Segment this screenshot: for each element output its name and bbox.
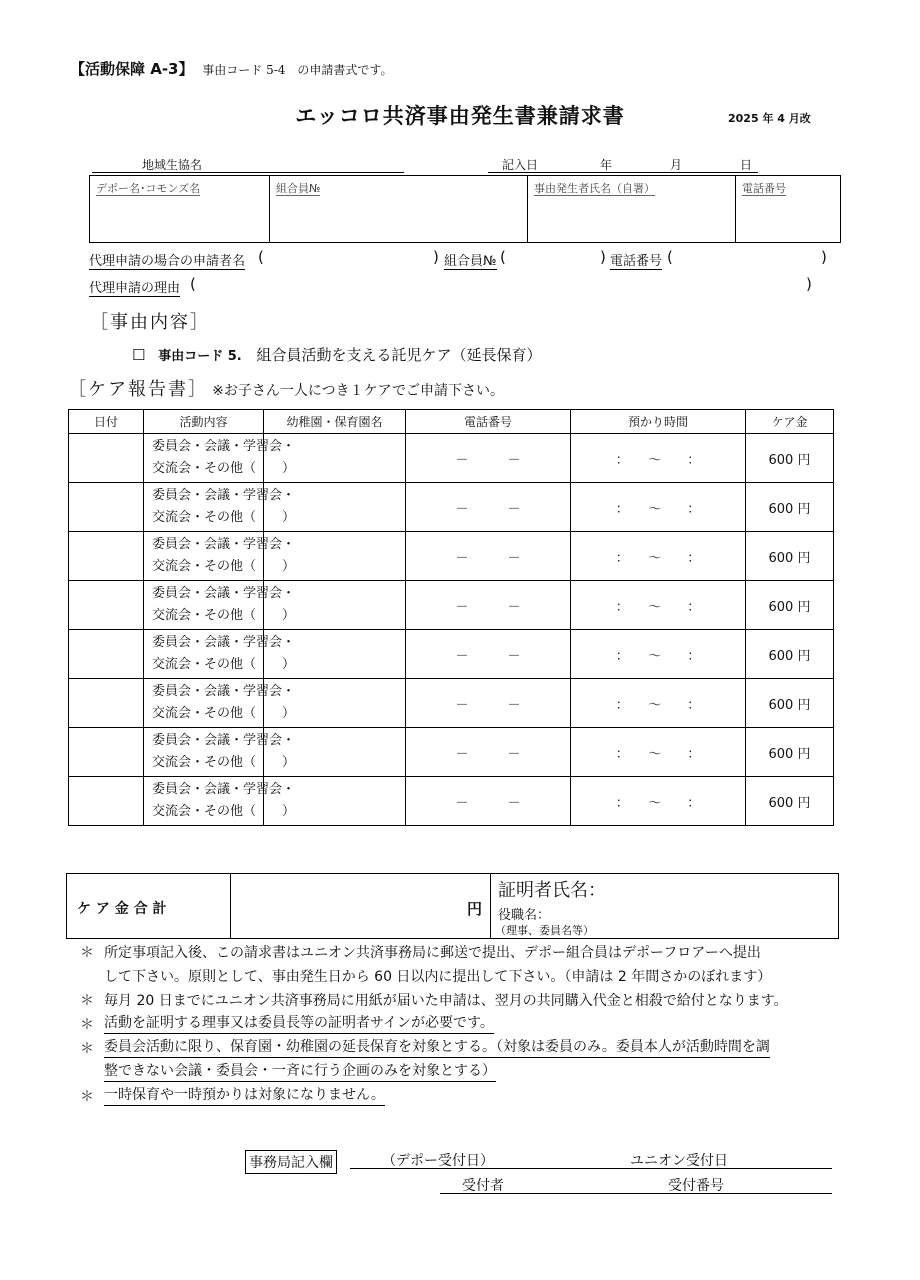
activity-cell[interactable] xyxy=(144,630,296,679)
fee-cell: 600 円 xyxy=(746,532,834,581)
activity-options-line1: 委員会・会議・学習会・ xyxy=(152,439,296,454)
proxy-open-paren-1: ( xyxy=(258,248,264,266)
proxy-applicant-input[interactable] xyxy=(270,250,432,266)
activity-cell[interactable] xyxy=(144,728,296,777)
table-row xyxy=(69,630,834,679)
receipt-number-label: 受付番号 xyxy=(668,1178,724,1194)
time-cell[interactable]: ： ～ ： xyxy=(571,777,746,826)
activity-options-line1: 委員会・会議・学習会・ xyxy=(152,782,296,797)
activity-options-line2: 交流会・その他（ ） xyxy=(152,657,296,672)
activity-cell[interactable] xyxy=(144,581,296,630)
activity-options-line1: 委員会・会議・学習会・ xyxy=(152,684,296,699)
activity-cell[interactable] xyxy=(144,679,296,728)
reason-code-label: 事由コード 5. xyxy=(158,349,242,364)
certifier-position-label: 役職名： xyxy=(498,908,551,923)
reason-code-row xyxy=(132,344,542,365)
activity-options-line1: 委員会・会議・学習会・ xyxy=(152,635,296,650)
table-row xyxy=(69,581,834,630)
col-nursery: 幼稚園・保育園名 xyxy=(264,410,406,434)
phone-cell[interactable]: － － xyxy=(406,679,571,728)
proxy-applicant-row xyxy=(89,250,245,269)
proxy-phone-input[interactable] xyxy=(680,250,820,266)
date-cell[interactable] xyxy=(69,483,144,532)
care-table xyxy=(68,409,834,826)
date-cell[interactable] xyxy=(69,728,144,777)
col-activity: 活動内容 xyxy=(144,410,264,434)
time-cell[interactable]: ： ～ ： xyxy=(571,483,746,532)
activity-options-line2: 交流会・その他（ ） xyxy=(152,706,296,721)
proxy-applicant-label: 代理申請の場合の申請者名 xyxy=(89,254,246,269)
care-report-heading: ［ケア報告書］ xyxy=(68,379,208,400)
proxy-open-paren-2: ( xyxy=(500,248,506,266)
proxy-close-paren-2: ) xyxy=(600,248,606,266)
reason-heading: ［事由内容］ xyxy=(90,312,210,333)
note-star: ＊ xyxy=(80,1017,94,1033)
note-4-line-2: 整できない会議・委員会・一斉に行う企画のみを対象とする） xyxy=(104,1061,496,1082)
care-table-header xyxy=(69,410,834,434)
fee-cell: 600 円 xyxy=(746,679,834,728)
certifier-area[interactable] xyxy=(491,874,838,938)
document-title: エッコロ共済事由発生書兼請求書 xyxy=(295,104,625,128)
activity-options-line1: 委員会・会議・学習会・ xyxy=(152,488,296,503)
activity-options-line1: 委員会・会議・学習会・ xyxy=(152,586,296,601)
proxy-open-paren-3: ( xyxy=(667,248,673,266)
phone-cell[interactable]: － － xyxy=(406,777,571,826)
col-phone: 電話番号 xyxy=(406,410,571,434)
phone-cell[interactable]: － － xyxy=(406,581,571,630)
applicant-name-label: 事由発生者氏名（自署） xyxy=(534,182,655,195)
depot-receipt-date: （デポー受付日） xyxy=(382,1153,494,1169)
proxy-phone-label: 電話番号 xyxy=(610,254,663,269)
phone-cell[interactable]: － － xyxy=(406,728,571,777)
receiver-label: 受付者 xyxy=(462,1178,504,1194)
proxy-member-no-input[interactable] xyxy=(512,250,598,266)
table-row xyxy=(69,434,834,483)
reason-checkbox[interactable]: ☐ xyxy=(132,346,146,364)
time-cell[interactable]: ： ～ ： xyxy=(571,581,746,630)
proxy-reason-label: 代理申請の理由 xyxy=(89,281,181,296)
phone-field[interactable] xyxy=(736,176,840,242)
table-row xyxy=(69,532,834,581)
note-star: ＊ xyxy=(80,1041,94,1057)
activity-options-line2: 交流会・その他（ ） xyxy=(152,461,296,476)
activity-options-line1: 委員会・会議・学習会・ xyxy=(152,537,296,552)
date-cell[interactable] xyxy=(69,434,144,483)
fee-cell: 600 円 xyxy=(746,434,834,483)
activity-options-line2: 交流会・その他（ ） xyxy=(152,804,296,819)
office-use-label: 事務局記入欄 xyxy=(245,1150,337,1174)
phone-cell[interactable]: － － xyxy=(406,483,571,532)
fee-cell: 600 円 xyxy=(746,630,834,679)
col-fee: ケア金 xyxy=(746,410,834,434)
activity-options-line2: 交流会・その他（ ） xyxy=(152,510,296,525)
activity-cell[interactable] xyxy=(144,434,296,483)
activity-options-line2: 交流会・その他（ ） xyxy=(152,608,296,623)
member-no-field[interactable] xyxy=(270,176,528,242)
proxy-member-no-label: 組合員№ xyxy=(444,254,497,269)
care-total-amount[interactable] xyxy=(231,874,491,938)
proxy-reason-close-paren: ) xyxy=(806,275,812,293)
care-total-box xyxy=(66,873,839,939)
fee-cell: 600 円 xyxy=(746,483,834,532)
member-no-label: 組合員№ xyxy=(276,182,321,195)
certifier-position-note: （理事、委員名等） xyxy=(495,924,594,937)
note-3 xyxy=(80,1013,860,1037)
code-note: 事由コード 5-4 の申請書式です。 xyxy=(202,63,393,77)
note-1-line-1: 所定事項記入後、この請求書はユニオン共済事務局に郵送で提出、デポー組合員はデポーフロアーへ提出 xyxy=(104,945,761,961)
care-report-note: ※お子さん一人につき１ケアでご申請下さい。 xyxy=(212,383,505,399)
activity-cell[interactable] xyxy=(144,777,296,826)
date-cell[interactable] xyxy=(69,630,144,679)
entry-date-label: 記入日 xyxy=(502,158,539,172)
time-cell[interactable]: ： ～ ： xyxy=(571,728,746,777)
form-code-tag: 【活動保障 A-3】 xyxy=(70,60,194,78)
applicant-info-box xyxy=(89,175,841,243)
note-star: ＊ xyxy=(80,993,94,1009)
care-report-heading-row xyxy=(68,375,504,401)
col-date: 日付 xyxy=(69,410,144,434)
phone-cell[interactable]: － － xyxy=(406,532,571,581)
note-1-line-2: して下さい。原則として、事由発生日から 60 日以内に提出して下さい。（申請は 2 年間さかのぼれます） xyxy=(104,969,772,985)
activity-options-line2: 交流会・その他（ ） xyxy=(152,559,296,574)
office-date-line[interactable] xyxy=(350,1150,832,1169)
note-3-text: 活動を証明する理事又は委員長等の証明者サインが必要です。 xyxy=(104,1013,494,1034)
col-time: 預かり時間 xyxy=(571,410,746,434)
region-line[interactable] xyxy=(92,156,404,173)
union-receipt-date: ユニオン受付日 xyxy=(630,1153,728,1169)
time-cell[interactable]: ： ～ ： xyxy=(571,679,746,728)
date-cell[interactable] xyxy=(69,532,144,581)
revision-label: 2025 年 4 月改 xyxy=(728,112,811,125)
note-5 xyxy=(80,1085,860,1109)
note-1 xyxy=(80,941,860,989)
form-tag xyxy=(70,58,392,79)
region-label: 地域生協名 xyxy=(142,158,203,172)
entry-date-line[interactable] xyxy=(488,156,758,173)
activity-options-line1: 委員会・会議・学習会・ xyxy=(152,733,296,748)
phone-cell[interactable]: － － xyxy=(406,434,571,483)
time-cell[interactable]: ： ～ ： xyxy=(571,630,746,679)
table-row xyxy=(69,777,834,826)
date-cell[interactable] xyxy=(69,581,144,630)
fee-cell: 600 円 xyxy=(746,581,834,630)
proxy-close-paren-3: ) xyxy=(821,248,827,266)
note-4 xyxy=(80,1037,860,1085)
activity-cell[interactable] xyxy=(144,483,296,532)
phone-cell[interactable]: － － xyxy=(406,630,571,679)
note-5-text: 一時保育や一時預かりは対象になりません。 xyxy=(104,1085,385,1106)
note-2 xyxy=(80,989,860,1013)
note-2-text: 毎月 20 日までにユニオン共済事務局に用紙が届いた申請は、翌月の共同購入代金と相殺で給付となります。 xyxy=(104,993,788,1009)
fee-cell: 600 円 xyxy=(746,777,834,826)
care-total-label: ケ ア 金 合 計 xyxy=(67,874,231,938)
year-label: 年 xyxy=(600,158,613,172)
activity-cell[interactable] xyxy=(144,532,296,581)
office-receiver-line[interactable] xyxy=(440,1175,832,1194)
proxy-close-paren-1: ) xyxy=(433,248,439,266)
certifier-name-label: 証明者氏名： xyxy=(498,880,606,901)
proxy-reason-input[interactable] xyxy=(202,277,802,293)
month-label: 月 xyxy=(670,158,683,172)
day-label: 日 xyxy=(740,158,753,172)
reason-code-text: 組合員活動を支える託児ケア（延長保育） xyxy=(256,346,542,364)
phone-label: 電話番号 xyxy=(742,182,786,195)
note-star: ＊ xyxy=(80,1089,94,1105)
yen-unit: 円 xyxy=(466,900,482,918)
time-cell[interactable]: ： ～ ： xyxy=(571,434,746,483)
fee-cell: 600 円 xyxy=(746,728,834,777)
time-cell[interactable]: ： ～ ： xyxy=(571,532,746,581)
date-cell[interactable] xyxy=(69,679,144,728)
note-star: ＊ xyxy=(80,945,94,961)
note-4-line-1: 委員会活動に限り、保育園・幼稚園の延長保育を対象とする。（対象は委員のみ。委員本人が活動時間を調 xyxy=(104,1037,770,1058)
table-row xyxy=(69,728,834,777)
depot-field[interactable] xyxy=(90,176,270,242)
activity-options-line2: 交流会・その他（ ） xyxy=(152,755,296,770)
table-row xyxy=(69,483,834,532)
proxy-reason-open-paren: ( xyxy=(190,275,196,293)
applicant-name-field[interactable] xyxy=(528,176,736,242)
table-row xyxy=(69,679,834,728)
date-cell[interactable] xyxy=(69,777,144,826)
depot-label: デポー名･コモンズ名 xyxy=(96,182,201,195)
